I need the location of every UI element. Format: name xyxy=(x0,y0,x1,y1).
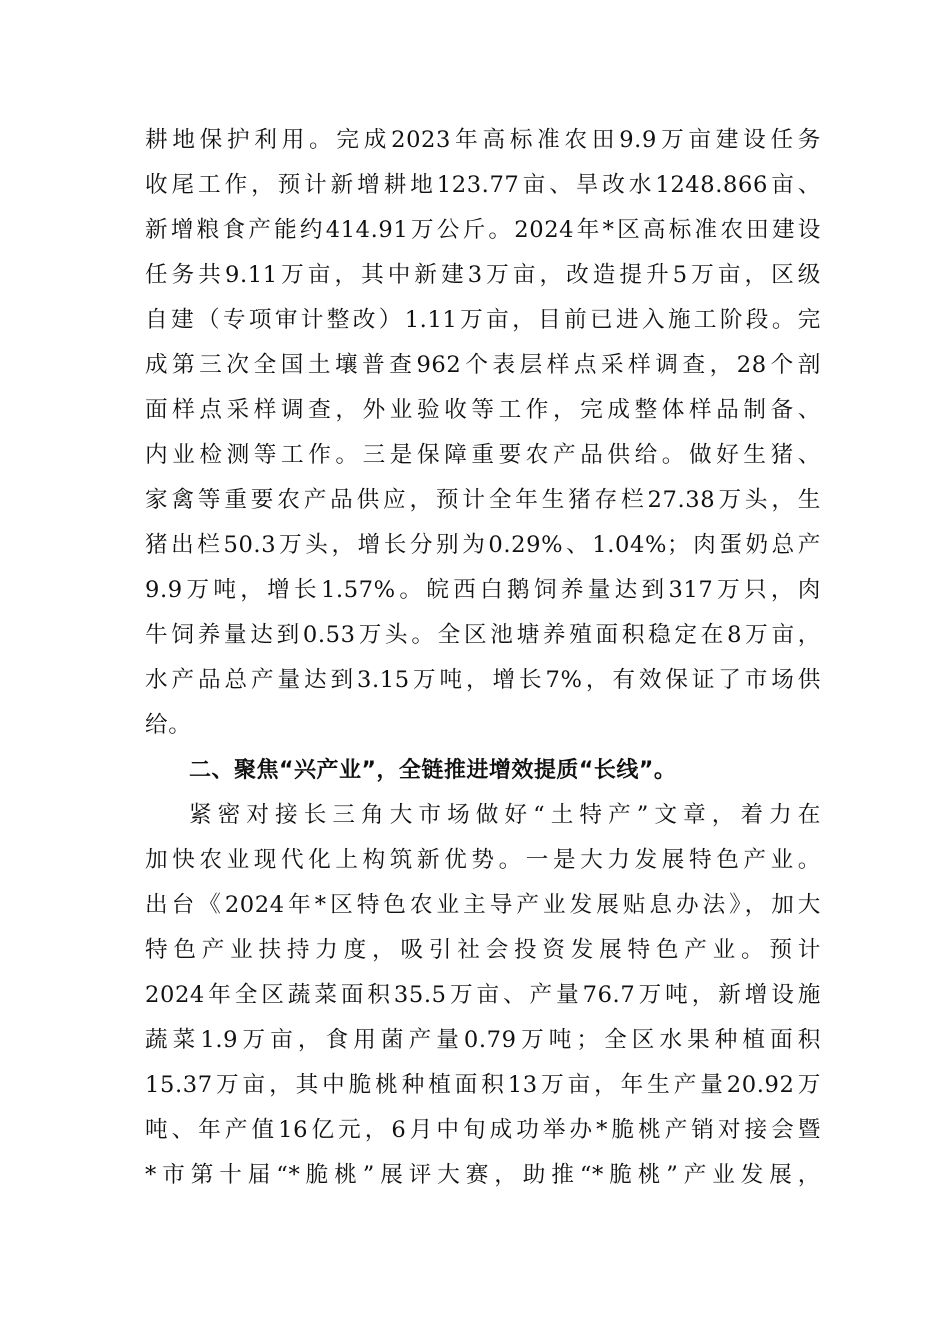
paragraph-line: *市第十届“*脆桃”展评大赛，助推“*脆桃”产业发展， xyxy=(145,1162,821,1188)
paragraph-line: 吨、年产值16亿元，6月中旬成功举办*脆桃产销对接会暨 xyxy=(145,1117,821,1143)
document-body xyxy=(145,118,821,1198)
paragraph-line: 面样点采样调查，外业验收等工作，完成整体样品制备、 xyxy=(145,397,821,423)
paragraph-line: 紧密对接长三角大市场做好“土特产”文章，着力在 xyxy=(189,802,821,828)
paragraph-line: 收尾工作，预计新增耕地123.77亩、旱改水1248.866亩、 xyxy=(145,172,821,198)
paragraph-line: 水产品总产量达到3.15万吨，增长7%，有效保证了市场供 xyxy=(145,667,821,693)
paragraph-line: 特色产业扶持力度，吸引社会投资发展特色产业。预计 xyxy=(145,937,821,963)
paragraph-1 xyxy=(145,118,821,748)
paragraph-line: 猪出栏50.3万头，增长分别为0.29%、1.04%；肉蛋奶总产 xyxy=(145,532,821,558)
paragraph-line: 内业检测等工作。三是保障重要农产品供给。做好生猪、 xyxy=(145,442,821,468)
paragraph-line: 耕地保护利用。完成2023年高标准农田9.9万亩建设任务 xyxy=(145,127,821,153)
paragraph-2 xyxy=(145,793,821,1198)
paragraph-line: 家禽等重要农产品供应，预计全年生猪存栏27.38万头，生 xyxy=(145,487,821,513)
paragraph-line: 加快农业现代化上构筑新优势。一是大力发展特色产业。 xyxy=(145,847,821,873)
paragraph-line: 牛饲养量达到0.53万头。全区池塘养殖面积稳定在8万亩， xyxy=(145,622,821,648)
paragraph-line: 给。 xyxy=(145,712,192,738)
paragraph-line: 蔬菜1.9万亩，食用菌产量0.79万吨；全区水果种植面积 xyxy=(145,1027,821,1053)
section-heading: 二、聚焦“兴产业”，全链推进增效提质“长线”。 xyxy=(189,758,677,783)
paragraph-line: 出台《2024年*区特色农业主导产业发展贴息办法》，加大 xyxy=(145,892,821,918)
paragraph-line: 成第三次全国土壤普查962个表层样点采样调查，28个剖 xyxy=(145,352,821,378)
paragraph-line: 15.37万亩，其中脆桃种植面积13万亩，年生产量20.92万 xyxy=(145,1072,821,1098)
paragraph-line: 9.9万吨，增长1.57%。皖西白鹅饲养量达到317万只，肉 xyxy=(145,577,821,603)
paragraph-line: 新增粮食产能约414.91万公斤。2024年*区高标准农田建设 xyxy=(145,217,821,243)
paragraph-line: 任务共9.11万亩，其中新建3万亩，改造提升5万亩，区级 xyxy=(145,262,821,288)
paragraph-line: 自建（专项审计整改）1.11万亩，目前已进入施工阶段。完 xyxy=(145,307,821,333)
paragraph-line: 2024年全区蔬菜面积35.5万亩、产量76.7万吨，新增设施 xyxy=(145,982,821,1008)
